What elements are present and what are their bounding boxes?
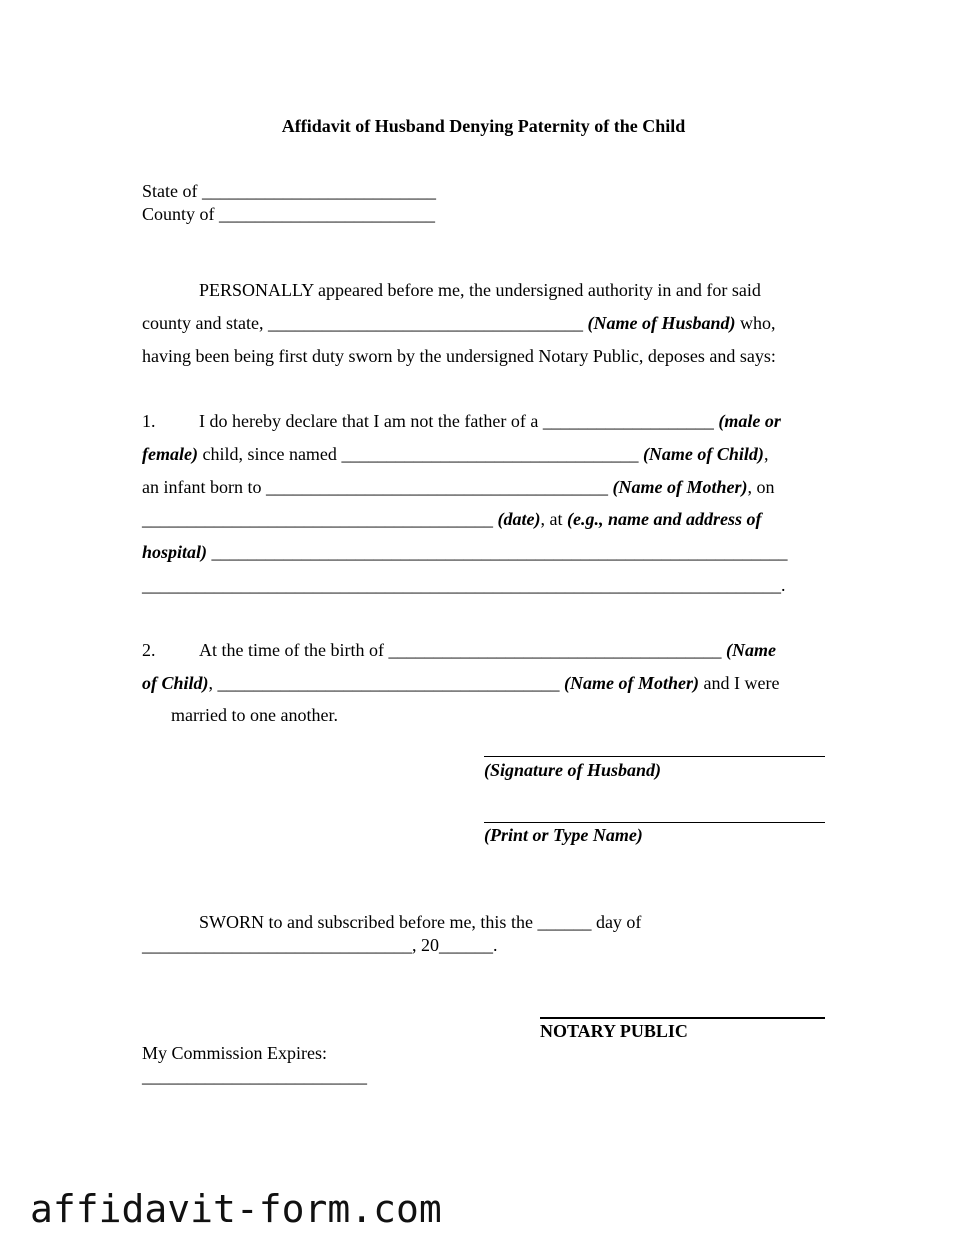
document-title: Affidavit of Husband Denying Paternity of the Child [281, 116, 686, 136]
para2-number: 2. [142, 640, 156, 660]
birth-date-field[interactable]: _______________________________________ [142, 509, 493, 529]
print-name-line[interactable] [484, 822, 825, 823]
intro-line-3: having been being first duty sworn by the undersigned Notary Public, deposes and says: [142, 346, 776, 366]
para1-number: 1. [142, 411, 156, 431]
notary-public-label: NOTARY PUBLIC [540, 1021, 688, 1041]
child-name-field-2[interactable]: _____________________________________ [388, 640, 722, 660]
state-line [142, 182, 436, 200]
child-sex-field[interactable]: ___________________ [542, 411, 714, 431]
year-field[interactable]: ______ [439, 935, 493, 955]
para1-line-3: an infant born to ______________________________________ (Name of Mother), on [142, 477, 775, 497]
husband-name-label: (Name of Husband) [587, 313, 736, 333]
day-field[interactable]: ______ [537, 912, 592, 932]
hospital-field-continued[interactable]: _______________________________________________________________________ [142, 575, 781, 595]
commission-expires-field[interactable]: _________________________ [142, 1066, 367, 1086]
sworn-line-2: ______________________________, 20______. [142, 935, 498, 955]
site-watermark: affidavit-form.com [30, 1187, 442, 1231]
state-field[interactable]: __________________________ [202, 181, 436, 201]
intro-line-2: county and state, ___________________________________ (Name of Husband) who, [142, 313, 776, 333]
county-field[interactable]: ________________________ [219, 204, 436, 224]
mother-name-field-2[interactable]: ______________________________________ [217, 673, 560, 693]
para2-line-2: of Child), ______________________________________ (Name of Mother) and I were [142, 673, 780, 693]
para2-line-1: At the time of the birth of _____________________________________ (Name [199, 640, 776, 660]
hospital-field[interactable]: ________________________________________________________________ [211, 542, 788, 562]
state-label: State of [142, 181, 198, 201]
para1-line-6: _______________________________________________________________________. [142, 575, 786, 595]
para2-line-3: married to one another. [171, 705, 338, 725]
para1-line-1: I do hereby declare that I am not the father of a ___________________ (male or [199, 411, 781, 431]
mother-name-field[interactable]: ______________________________________ [265, 477, 608, 497]
para1-line-4: _______________________________________ (date), at (e.g., name and address of [142, 509, 762, 529]
husband-signature-line[interactable] [484, 756, 825, 757]
child-name-field[interactable]: _________________________________ [341, 444, 639, 464]
commission-expires-label: My Commission Expires: [142, 1043, 328, 1063]
intro-line-1: PERSONALLY appeared before me, the undersigned authority in and for said [199, 280, 761, 300]
month-field[interactable]: ______________________________ [142, 935, 412, 955]
print-name-label: (Print or Type Name) [484, 825, 643, 845]
para1-line-2: female) child, since named _________________________________ (Name of Child), [142, 444, 769, 464]
para1-line-5: hospital) ________________________________________________________________ [142, 542, 788, 562]
sworn-line-1: SWORN to and subscribed before me, this the ______ day of [199, 912, 642, 932]
husband-signature-label: (Signature of Husband) [484, 760, 662, 780]
husband-name-field[interactable]: ___________________________________ [267, 313, 583, 333]
notary-signature-line[interactable] [540, 1017, 825, 1019]
county-label: County of [142, 204, 215, 224]
county-line [142, 205, 435, 223]
